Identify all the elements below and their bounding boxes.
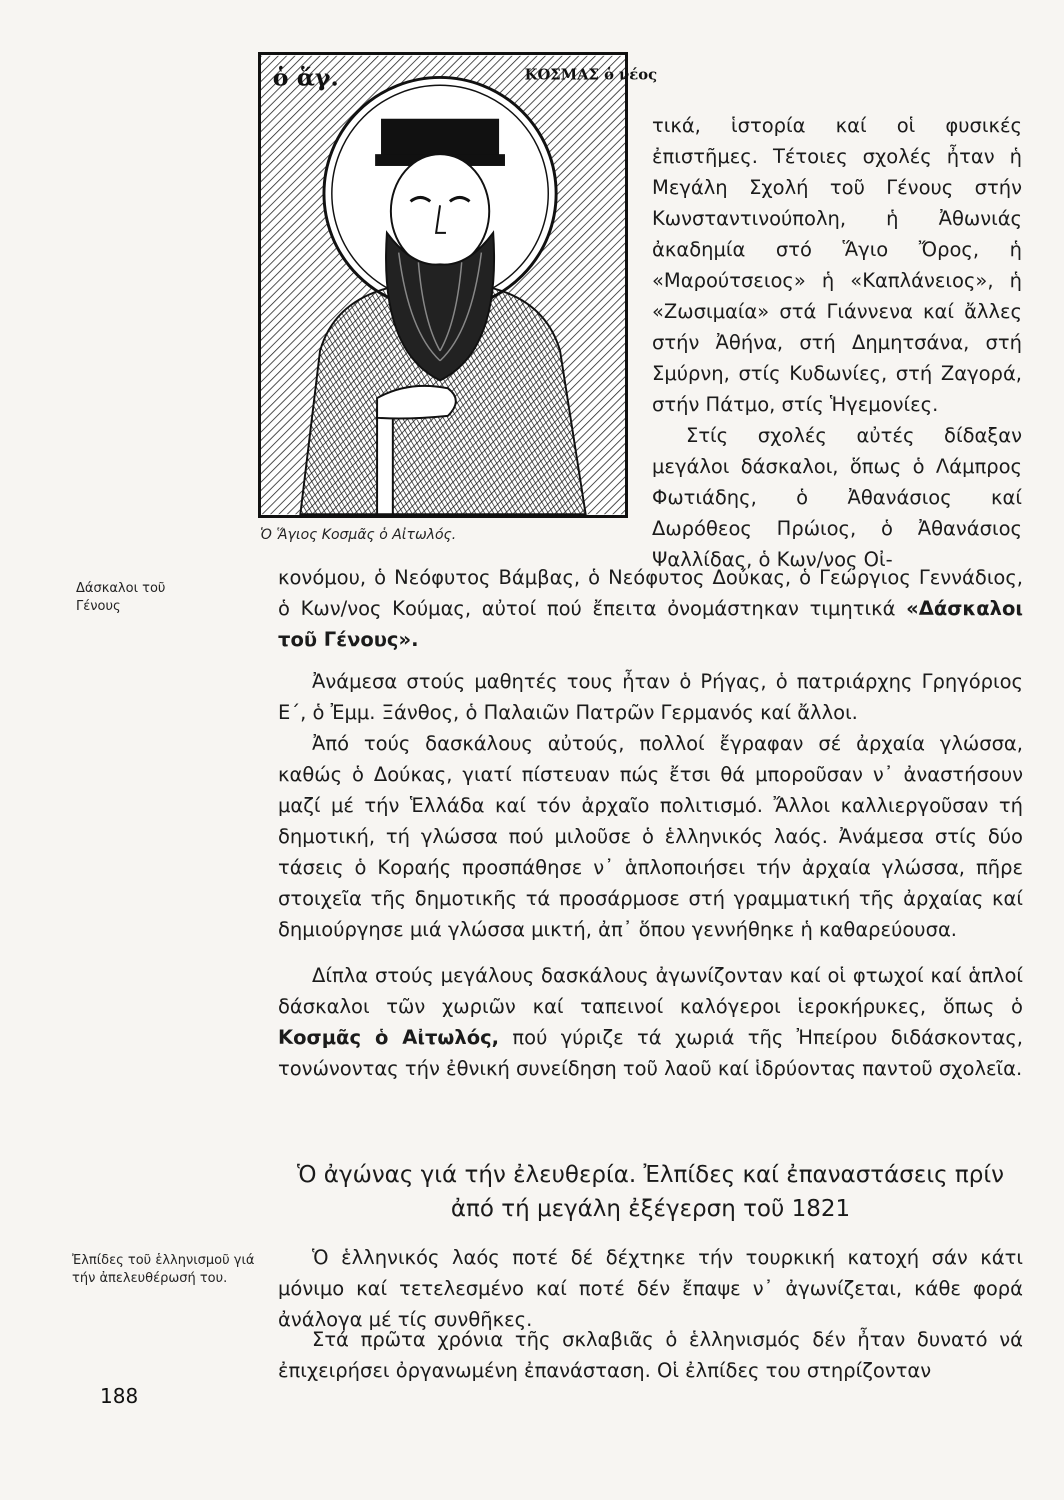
paragraph-early-years: Στά πρῶτα χρόνια τῆς σκλαβιᾶς ὁ ἑλληνισμός δέν ἦταν δυνατό νά ἐπιχειρήσει ὀργανωμένη ἐπανάσταση. Οἱ ἐλπίδες του στηρίζονταν xyxy=(278,1328,1023,1382)
staff xyxy=(377,408,393,514)
continuation-paragraph xyxy=(278,562,1023,655)
section-heading: Ὁ ἀγώνας γιά τήν ἐλευθερία. Ἐλπίδες καί ἐπαναστάσεις πρίν ἀπό τή μεγάλη ἐξέγερση τοῦ 1821 xyxy=(296,1162,1004,1222)
page-number: 188 xyxy=(100,1384,139,1408)
paragraph-language: Ἀπό τούς δασκάλους αὐτούς, πολλοί ἔγραφαν σέ ἀρχαία γλώσσα, καθώς ὁ Δούκας, γιατί πίστευαν πώς ἔτσι θά μποροῦσαν ν᾿ ἀναστήσουν μαζί μέ τήν Ἑλλάδα καί τόν ἀρχαῖο πολιτισμό. Ἄλλοι καλλιεργοῦσαν τή δημοτική, τή γλώσσα πού μιλοῦσε ὁ ἑλληνικός λαός. Ἀνάμεσα στίς δύο τάσεις ὁ Κοραής προσπάθησε ν᾿ ἁπλοποιήσει τήν ἀρχαία γλώσσα, πῆρε στοιχεῖα τῆς δημοτικῆς τά προσάρμοσε στή γραμματική τῆς ἀρχαίας καί δημιούργησε μιά γλώσσα μικτή, ἀπ᾿ ὅπου γεννήθηκε ἡ καθαρεύουσα. xyxy=(278,732,1023,941)
inscription-left: ὁ ἅγ. xyxy=(272,63,339,92)
inscription-right: ΚΟΣΜΑΣ ὁ νέος xyxy=(524,66,658,84)
continuation-text: κονόμου, ὁ Νεόφυτος Βάμβας, ὁ Νεόφυτος Δούκας, ὁ Γεώργιος Γεννάδιος, ὁ Κων/νος Κούμας, αὐτοί πού ἔπειτα ὀνομάστηκαν τιμητικά xyxy=(278,566,1023,620)
continuation-bold: «Δάσκαλοι τοῦ Γένους». xyxy=(278,597,1023,651)
column-paragraph-2: Στίς σχολές αὐτές δίδαξαν μεγάλοι δάσκαλοι, ὅπως ὁ Λάμπρος Φωτιάδης, ὁ Ἀθανάσιος καί Δωρόθεος Πρώιος, ὁ Ἀθανάσιος Ψαλλίδας, ὁ Κων/νος Οἰ- xyxy=(652,424,1022,571)
column-text xyxy=(652,110,1022,575)
paragraph-kosmas xyxy=(278,960,1023,1084)
margin-note-hopes: Ἐλπίδες τοῦ ἑλληνισμοῦ γιά τήν ἀπελευθέρωσή του. xyxy=(72,1253,255,1286)
column-paragraph-1: τικά, ἱστορία καί οἱ φυσικές ἐπιστῆμες. Τέτοιες σχολές ἦταν ἡ Μεγάλη Σχολή τοῦ Γένους στήν Κωνσταντινούπολη, ἡ Ἀθωνιάς ἀκαδημία στό Ἅγιο Ὄρος, ἡ «Μαρούτσειος» ἡ «Καπλάνειος», ἡ «Ζωσιμαία» στά Γιάννενα καί ἄλλες στήν Ἀθήνα, στή Δημητσάνα, στή Σμύρνη, στίς Κυδωνίες, στή Ζαγορά, στήν Πάτμο, στίς Ἡγεμονίες. xyxy=(652,114,1022,416)
kosmas-text-before: Δίπλα στούς μεγάλους δασκάλους ἀγωνίζονταν καί οἱ φτωχοί καί ἁπλοί δάσκαλοι τῶν χωριῶν καί ταπεινοί καλόγεροι ἱεροκήρυκες, ὅπως ὁ xyxy=(278,964,1023,1018)
kosmas-text-after: πού γύριζε τά χωριά τῆς Ἠπείρου διδάσκοντας, τονώνοντας τήν ἐθνική συνείδηση τοῦ λαοῦ καί ἱδρύοντας παντοῦ σχολεῖα. xyxy=(278,1026,1023,1080)
paragraph-students: Ἀνάμεσα στούς μαθητές τους ἦταν ὁ Ρήγας, ὁ πατριάρχης Γρηγόριος Ε΄, ὁ Ἐμμ. Ξάνθος, ὁ Παλαιῶν Πατρῶν Γερμανός καί ἄλλοι. xyxy=(278,670,1023,724)
saint-kosmas-engraving xyxy=(261,55,658,515)
margin-note-teachers: Δάσκαλοι τοῦ Γένους xyxy=(76,581,166,614)
kosmas-name-bold: Κοσμᾶς ὁ Αἰτωλός, xyxy=(278,1026,500,1049)
portrait-engraving xyxy=(258,52,658,518)
portrait-caption: Ὁ Ἅγιος Κοσμᾶς ὁ Αἰτωλός. xyxy=(260,527,457,543)
paragraph-occupation: Ὁ ἑλληνικός λαός ποτέ δέ δέχτηκε τήν τουρκική κατοχή σάν κάτι μόνιμο καί τετελεσμένο καί ποτέ δέν ἔπαψε ν᾿ ἀγωνίζεται, κάθε φορά ἀνάλογα μέ τίς συνθῆκες. xyxy=(278,1246,1023,1331)
